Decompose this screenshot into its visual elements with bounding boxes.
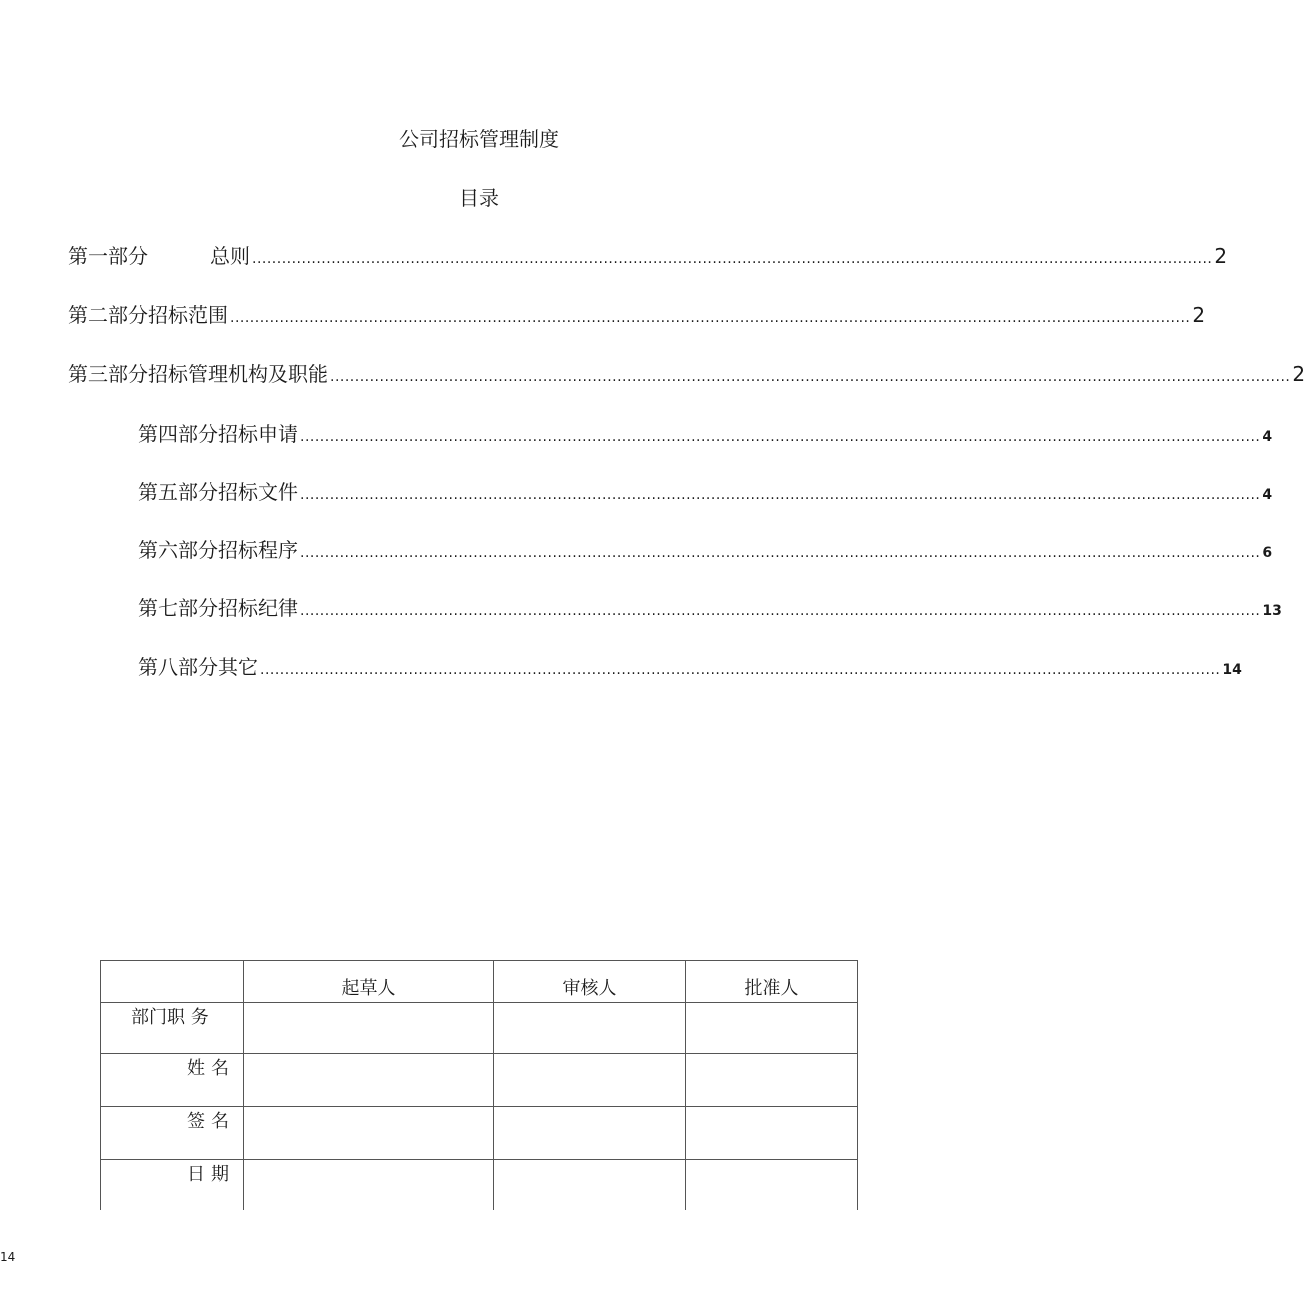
toc-leader: .................................................................................................................................................................................................. (260, 662, 1221, 678)
toc-entry-page: 4 (1262, 487, 1273, 503)
toc-leader: .................................................................................................................................................................................................. (300, 545, 1261, 561)
toc-entry-label: 第四部分招标申请 (138, 422, 298, 446)
row-label-signature: 签名 (101, 1107, 244, 1160)
table-cell[interactable] (244, 1003, 494, 1054)
table-cell[interactable] (494, 1107, 686, 1160)
table-header-row (101, 961, 858, 1003)
table-row (101, 1054, 858, 1107)
toc-entry-label: 第二部分招标范围 (68, 303, 228, 327)
toc-entry-page: 2 (1192, 303, 1206, 327)
row-label-date: 日期 (101, 1160, 244, 1211)
toc-leader: .................................................................................................................................................................................................. (300, 429, 1261, 445)
toc-entry-label: 第八部分其它 (138, 655, 258, 679)
toc-heading: 目录 (459, 186, 499, 210)
toc-entry-label: 第六部分招标程序 (138, 538, 298, 562)
table-cell[interactable] (686, 1107, 858, 1160)
toc-leader: .................................................................................................................................................................................................. (230, 310, 1191, 326)
table-cell[interactable] (494, 1160, 686, 1211)
table-cell[interactable] (686, 1054, 858, 1107)
column-header-drafter: 起草人 (244, 961, 494, 1003)
table-cell[interactable] (686, 1160, 858, 1211)
toc-entry-page: 2 (1292, 362, 1305, 386)
table-cell (101, 961, 244, 1003)
toc-entry-label: 第一部分 总则 (68, 244, 250, 268)
table-cell[interactable] (686, 1003, 858, 1054)
toc-leader: .................................................................................................................................................................................................. (300, 487, 1261, 503)
table-cell[interactable] (244, 1054, 494, 1107)
toc-entry-label: 第三部分招标管理机构及职能 (68, 362, 328, 386)
row-label-name: 姓名 (101, 1054, 244, 1107)
table-cell[interactable] (494, 1003, 686, 1054)
toc-leader: .................................................................................................................................................................................................. (252, 251, 1213, 267)
document-title: 公司招标管理制度 (399, 127, 559, 151)
toc-entry[interactable] (138, 418, 1273, 447)
table-cell[interactable] (244, 1160, 494, 1211)
table-cell[interactable] (244, 1107, 494, 1160)
toc-entry-label: 第五部分招标文件 (138, 480, 298, 504)
toc-entry[interactable] (68, 358, 1305, 387)
table-row (101, 1160, 858, 1211)
signature-table (100, 960, 858, 1210)
column-header-reviewer: 审核人 (494, 961, 686, 1003)
toc-entry-label: 第七部分招标纪律 (138, 596, 298, 620)
table-cell[interactable] (494, 1054, 686, 1107)
toc-entry-page: 4 (1262, 429, 1273, 445)
toc-entry-page: 14 (1222, 662, 1242, 678)
toc-entry-page: 6 (1262, 545, 1273, 561)
table-row (101, 1003, 858, 1054)
toc-entry[interactable] (68, 299, 1206, 328)
toc-entry-page: 13 (1262, 603, 1282, 619)
toc-entry[interactable] (138, 651, 1242, 680)
footer-page-number: 14 (0, 1250, 16, 1264)
toc-entry[interactable] (138, 534, 1273, 563)
row-label-department-position: 部门职 务 (101, 1003, 244, 1054)
column-header-approver: 批准人 (686, 961, 858, 1003)
toc-leader: .................................................................................................................................................................................................. (330, 369, 1291, 385)
toc-entry[interactable] (138, 592, 1282, 621)
table-row (101, 1107, 858, 1160)
toc-entry[interactable] (138, 476, 1273, 505)
toc-leader: .................................................................................................................................................................................................. (300, 603, 1261, 619)
toc-entry-page: 2 (1214, 244, 1228, 268)
toc-entry[interactable] (68, 240, 1228, 269)
